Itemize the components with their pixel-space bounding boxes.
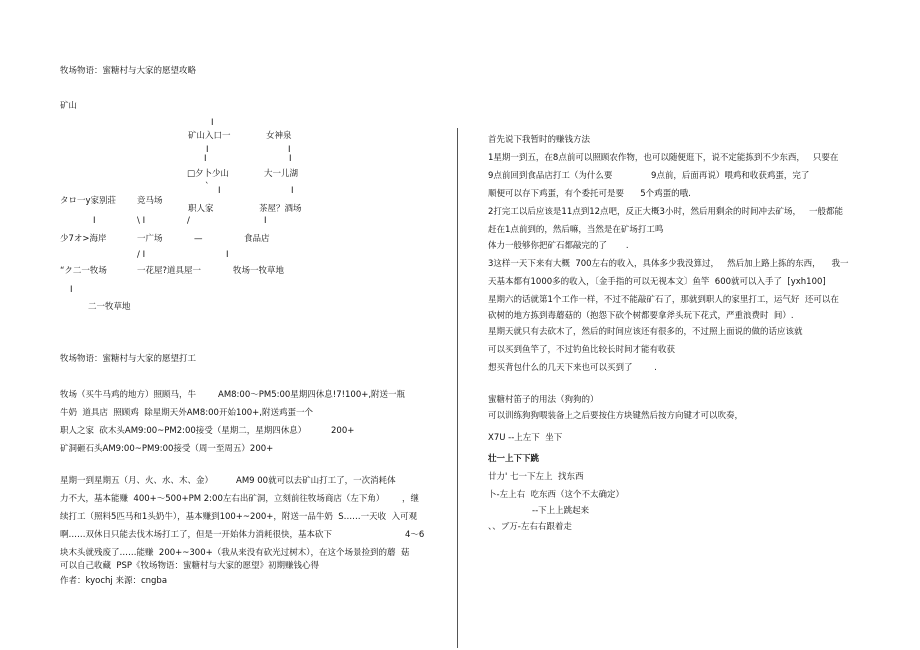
guide-line: 想买背包什么的几天下来也可以买到了 .	[488, 363, 657, 373]
map-text: I	[93, 216, 96, 226]
map-text: I	[211, 118, 214, 128]
flute-line: 、、ブ万-左右右跟着走	[488, 522, 572, 532]
guide-line: 9点前回到食品店打工（为什么要	[488, 171, 613, 181]
guide-line: 9点前，后面再说）喂鸡和收获鸡蛋，完了	[651, 171, 810, 181]
map-text: 食品店	[244, 234, 270, 244]
map-text: I	[206, 145, 209, 155]
work-line: 牧场（买牛马鸡的地方）照顾马，牛	[60, 390, 197, 400]
guide-line: 砍树的地方拣到毒蘑菇的（抱怨下砍个树都要拿斧头玩下花式，严重浪费时 间）.	[488, 311, 794, 321]
map-text: —	[194, 234, 203, 244]
work-line: 牛奶 道具店 照顾鸡 除星期天外AM8:00开始100+,附送鸡蛋一个	[60, 408, 313, 418]
work-line: 职人之家 砍木头AM9:00~PM2:00接受（星期二，星期四休息）	[60, 426, 307, 436]
map-text: \ I	[137, 216, 146, 226]
map-text: I	[218, 186, 221, 196]
flute-line: 壮一上下下跳	[488, 454, 540, 464]
flute-line: --下上上跳起来	[532, 506, 590, 516]
plan-line: 4～6	[405, 530, 425, 540]
map-text: “ク二一牧场	[60, 266, 107, 276]
guide-line: 星期天就只有去砍木了，然后的时间应该还有很多的，不过照上面说的做的话应该就	[488, 327, 803, 337]
plan-line: 续打工（照料5匹马和1头奶牛），基本赚到100+~200+，附送一品牛奶 S……一天收 入可观	[60, 512, 418, 522]
guide-line: 天基本都有1000多的收入，〔金手指的可以无视本文〕鱼竿 600就可以入手了 [yxh100]	[488, 277, 826, 287]
guide-line: 赶在1点前到的，然后嘛，当然是在矿场打工鸣	[488, 225, 664, 235]
doc-title: 牧场物语：蜜糖村与大家的愿望攻略	[60, 66, 197, 76]
map-text: I	[291, 186, 294, 196]
guide-line: 星期六的话就第1个工作一样，不过不能敲矿石了，那就到职人的家里打工，运气好 还可以在	[488, 295, 839, 305]
plan-line: 力不大，基本能赚 400+～500+PM 2:00左右出矿洞，立刻前往牧场商店（左下角）	[60, 494, 385, 504]
map-text: I	[288, 145, 291, 155]
map-text: 女神泉	[266, 131, 292, 141]
map-text: タロ一y家别莊	[60, 196, 117, 206]
map-text: 少7オ>海岸	[60, 234, 107, 244]
work-line: 200+	[331, 426, 355, 436]
mine-heading: 矿山	[60, 101, 78, 111]
map-text: 一花屋?道具屋一	[137, 266, 202, 276]
map-text: I	[70, 285, 73, 295]
guide-line: 2打完工以后应该是11点到12点吧，反正大概3小时，然后用剩余的时间冲去矿场， 一般都能	[488, 207, 844, 217]
map-text: `	[205, 182, 210, 192]
guide-line: 3这样一天下来有大概 700左右的收入，具体多少我没算过， 然后加上路上拣的东西， 我一	[488, 259, 849, 269]
map-text: I	[226, 250, 229, 260]
plan-line: 可以自己收藏 PSP《牧场物语：蜜糖村与大家的愿望》初期赚钱心得	[60, 561, 320, 571]
map-text: / I	[137, 250, 146, 260]
map-text: 职人家	[188, 204, 214, 214]
plan-line: 星期一到星期五（月、火、水、木、金）	[60, 476, 214, 486]
map-text: 二一牧草地	[88, 302, 131, 312]
work-heading: 牧场物语：蜜糖村与大家的愿望打工	[60, 354, 197, 364]
flute-line: 廿力' 七一下左上 找东西	[488, 472, 584, 482]
guide-line: 1星期一到五，在8点前可以照顾农作物，也可以随便逛下，说不定能拣到不少东西， 只要在	[488, 153, 839, 163]
plan-line: 作者：kyochj 来源：cngba	[60, 576, 168, 586]
flute-line: 卜-左上右 吃东西（这个不太确定）	[488, 490, 624, 500]
plan-line: AM9 00就可以去矿山打工了，一次消耗体	[236, 476, 396, 486]
map-text: 矿山入口一	[188, 131, 231, 141]
plan-line: ，继	[402, 494, 420, 504]
money-heading: 首先说下我暂时的赚钱方法	[488, 135, 591, 145]
flute-heading: 蜜糖村笛子的用法（狗狗的）	[488, 395, 599, 405]
guide-line: 体力一般够你把矿石都敲完的了 .	[488, 241, 629, 251]
map-text: I	[264, 216, 267, 226]
map-text: I	[204, 154, 207, 164]
guide-line: 顺便可以存下鸡蛋，有个委托可是要 5个鸡蛋的哦.	[488, 189, 691, 199]
map-text: 竞马场	[137, 196, 163, 206]
map-text: 大一儿湖	[264, 169, 299, 179]
map-text: 茶屋？酒场	[259, 204, 302, 214]
flute-line: 可以训练狗狗喂装备上之后要按住方块键然后按方向键才可以吹奏，	[488, 411, 744, 421]
work-line: AM8:00～PM5:00星期四休息!7!100+,附送一瓶	[218, 390, 406, 400]
map-text: 牧场一牧草地	[233, 266, 285, 276]
map-text: /	[187, 216, 190, 226]
plan-line: 块木头就残废了……能赚 200+~300+（我从来没有砍光过树木），在这个场景捡到的蘑 菇	[60, 548, 410, 558]
flute-line: X7U --上左下 坐下	[488, 433, 563, 443]
work-line: 矿洞砸石头AM9:00~PM9:00接受（周一至周五）200+	[60, 444, 274, 454]
map-text: I	[289, 154, 292, 164]
column-divider	[457, 128, 458, 648]
map-text: 一广场	[137, 234, 163, 244]
map-text: □夕卜少山	[187, 169, 230, 179]
plan-line: 啊……双休日只能去伐木场打工了，但是一开始体力消耗很快，基本砍下	[60, 530, 333, 540]
guide-line: 可以买到鱼竿了，不过钓鱼比较长时间才能有收获	[488, 345, 676, 355]
